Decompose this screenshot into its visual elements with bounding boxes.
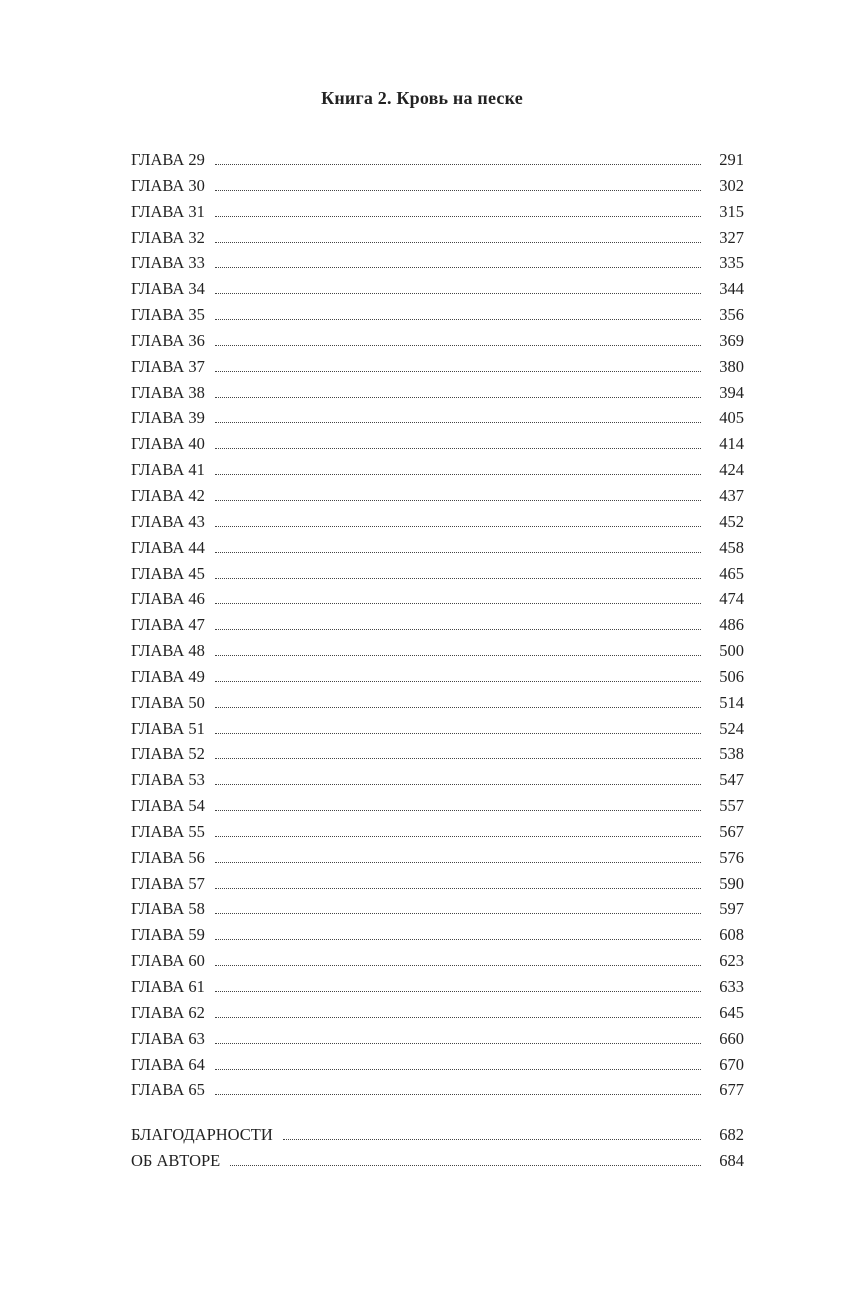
dot-leader	[215, 635, 701, 656]
toc-entry-label: ГЛАВА 48	[131, 641, 205, 661]
toc-page-number: 405	[719, 408, 744, 428]
toc-entry-label: ГЛАВА 53	[131, 770, 205, 790]
toc-chapter-entry[interactable]	[131, 713, 744, 739]
toc-entry-label: ГЛАВА 58	[131, 899, 205, 919]
dot-leader	[215, 1074, 701, 1095]
dot-leader	[215, 144, 701, 165]
dot-leader	[283, 1119, 701, 1140]
toc-page-number: 524	[719, 718, 744, 738]
toc-entry-label: ГЛАВА 50	[131, 692, 205, 712]
toc-entry-label: ГЛАВА 59	[131, 925, 205, 945]
chapter-list	[131, 144, 744, 1100]
toc-entry-label: ГЛАВА 33	[131, 253, 205, 273]
toc-entry-label: ГЛАВА 52	[131, 744, 205, 764]
toc-page-number: 557	[719, 796, 744, 816]
dot-leader	[215, 506, 701, 527]
dot-leader	[215, 532, 701, 553]
toc-back-matter-entry[interactable]	[131, 1145, 744, 1171]
toc-chapter-entry[interactable]	[131, 842, 744, 868]
toc-entry-label: ГЛАВА 40	[131, 434, 205, 454]
toc-page-number: 356	[719, 305, 744, 325]
toc-entry-label: ГЛАВА 31	[131, 201, 205, 221]
toc-page-number: 380	[719, 356, 744, 376]
toc-chapter-entry[interactable]	[131, 661, 744, 687]
dot-leader	[215, 325, 701, 346]
dot-leader	[215, 842, 701, 863]
toc-chapter-entry[interactable]	[131, 997, 744, 1023]
toc-chapter-entry[interactable]	[131, 971, 744, 997]
toc-page-number: 424	[719, 460, 744, 480]
toc-page-number: 684	[719, 1150, 744, 1170]
dot-leader	[215, 893, 701, 914]
toc-chapter-entry[interactable]	[131, 790, 744, 816]
toc-entry-label: ГЛАВА 55	[131, 821, 205, 841]
toc-chapter-entry[interactable]	[131, 893, 744, 919]
toc-entry-label: БЛАГОДАРНОСТИ	[131, 1125, 273, 1144]
toc-page-number: 291	[719, 150, 744, 169]
toc-entry-label: ГЛАВА 37	[131, 356, 205, 376]
toc-chapter-entry[interactable]	[131, 170, 744, 196]
toc-entry-label: ГЛАВА 34	[131, 279, 205, 299]
toc-entry-label: ОБ АВТОРЕ	[131, 1150, 221, 1170]
toc-back-matter-entry[interactable]	[131, 1119, 744, 1145]
toc-page-number: 458	[719, 537, 744, 557]
toc-chapter-entry[interactable]	[131, 299, 744, 325]
dot-leader	[230, 1145, 701, 1166]
toc-page-number: 394	[719, 382, 744, 402]
toc-chapter-entry[interactable]	[131, 816, 744, 842]
toc-page-number: 506	[719, 666, 744, 686]
toc-entry-label: ГЛАВА 36	[131, 330, 205, 350]
toc-page-number: 465	[719, 563, 744, 583]
toc-page-number: 567	[719, 821, 744, 841]
toc-entry-label: ГЛАВА 44	[131, 537, 205, 557]
toc-chapter-entry[interactable]	[131, 480, 744, 506]
toc-chapter-entry[interactable]	[131, 945, 744, 971]
toc-page-number: 335	[719, 253, 744, 273]
toc-entry-label: ГЛАВА 60	[131, 951, 205, 971]
toc-page-number: 500	[719, 641, 744, 661]
dot-leader	[215, 402, 701, 423]
dot-leader	[215, 764, 701, 785]
toc-chapter-entry[interactable]	[131, 1074, 744, 1100]
toc-page-number: 597	[719, 899, 744, 919]
dot-leader	[215, 790, 701, 811]
toc-page-number: 452	[719, 511, 744, 531]
dot-leader	[215, 351, 701, 372]
toc-entry-label: ГЛАВА 35	[131, 305, 205, 325]
toc-chapter-entry[interactable]	[131, 919, 744, 945]
dot-leader	[215, 1023, 701, 1044]
toc-entry-label: ГЛАВА 38	[131, 382, 205, 402]
toc-entry-label: ГЛАВА 57	[131, 873, 205, 893]
toc-chapter-entry[interactable]	[131, 454, 744, 480]
dot-leader	[215, 661, 701, 682]
toc-page-number: 369	[719, 330, 744, 350]
toc-page-number: 414	[719, 434, 744, 454]
toc-page-number: 645	[719, 1002, 744, 1022]
toc-chapter-entry[interactable]	[131, 273, 744, 299]
dot-leader	[215, 713, 701, 734]
toc-page-number: 514	[719, 692, 744, 712]
dot-leader	[215, 196, 701, 217]
dot-leader	[215, 738, 701, 759]
toc-entry-label: ГЛАВА 29	[131, 150, 205, 169]
dot-leader	[215, 247, 701, 268]
dot-leader	[215, 273, 701, 294]
toc-entry-label: ГЛАВА 51	[131, 718, 205, 738]
toc-page-number: 344	[719, 279, 744, 299]
toc-entry-label: ГЛАВА 54	[131, 796, 205, 816]
toc-entry-label: ГЛАВА 49	[131, 666, 205, 686]
dot-leader	[215, 945, 701, 966]
toc-chapter-entry[interactable]	[131, 635, 744, 661]
toc-page-number: 633	[719, 977, 744, 996]
toc-entry-label: ГЛАВА 46	[131, 589, 205, 609]
toc-page-number: 576	[719, 847, 744, 867]
toc-page-number: 327	[719, 227, 744, 247]
toc-chapter-entry[interactable]	[131, 428, 744, 454]
toc-chapter-entry[interactable]	[131, 1023, 744, 1049]
toc-entry-label: ГЛАВА 42	[131, 485, 205, 505]
toc-chapter-entry[interactable]	[131, 144, 744, 170]
toc-page-number: 538	[719, 744, 744, 764]
dot-leader	[215, 170, 701, 191]
toc-page-number: 302	[719, 175, 744, 195]
dot-leader	[215, 480, 701, 501]
toc-chapter-entry[interactable]	[131, 222, 744, 248]
dot-leader	[215, 687, 701, 708]
toc-entry-label: ГЛАВА 64	[131, 1054, 205, 1074]
dot-leader	[215, 997, 701, 1018]
toc-page-number: 547	[719, 770, 744, 790]
toc-entry-label: ГЛАВА 32	[131, 227, 205, 247]
toc-chapter-entry[interactable]	[131, 609, 744, 635]
toc-page-number: 623	[719, 951, 744, 971]
toc-entry-label: ГЛАВА 56	[131, 847, 205, 867]
back-matter-list	[131, 1119, 744, 1171]
toc-entry-label: ГЛАВА 45	[131, 563, 205, 583]
dot-leader	[215, 583, 701, 604]
toc-page-number: 677	[719, 1080, 744, 1100]
toc-page-number: 682	[719, 1125, 744, 1144]
toc-entry-label: ГЛАВА 65	[131, 1080, 205, 1100]
toc-page-number: 474	[719, 589, 744, 609]
toc-chapter-entry[interactable]	[131, 506, 744, 532]
dot-leader	[215, 377, 701, 398]
toc-chapter-entry[interactable]	[131, 377, 744, 403]
toc-chapter-entry[interactable]	[131, 247, 744, 273]
toc-chapter-entry[interactable]	[131, 583, 744, 609]
toc-entry-label: ГЛАВА 63	[131, 1028, 205, 1048]
dot-leader	[215, 454, 701, 475]
toc-page-number: 315	[719, 201, 744, 221]
toc-page-number: 608	[719, 925, 744, 945]
toc-entry-label: ГЛАВА 61	[131, 977, 205, 996]
dot-leader	[215, 1049, 701, 1070]
toc-chapter-entry[interactable]	[131, 1049, 744, 1075]
toc-page-number: 486	[719, 615, 744, 635]
dot-leader	[215, 428, 701, 449]
toc-page-number: 437	[719, 485, 744, 505]
toc-chapter-entry[interactable]	[131, 687, 744, 713]
toc-entry-label: ГЛАВА 47	[131, 615, 205, 635]
toc-chapter-entry[interactable]	[131, 196, 744, 222]
dot-leader	[215, 816, 701, 837]
dot-leader	[215, 971, 701, 992]
toc-chapter-entry[interactable]	[131, 532, 744, 558]
dot-leader	[215, 919, 701, 940]
toc-page-number: 670	[719, 1054, 744, 1074]
toc-chapter-entry[interactable]	[131, 738, 744, 764]
toc-entry-label: ГЛАВА 30	[131, 175, 205, 195]
dot-leader	[215, 558, 701, 579]
toc-chapter-entry[interactable]	[131, 325, 744, 351]
toc-entry-label: ГЛАВА 43	[131, 511, 205, 531]
dot-leader	[215, 609, 701, 630]
toc-chapter-entry[interactable]	[131, 558, 744, 584]
toc-chapter-entry[interactable]	[131, 402, 744, 428]
toc-chapter-entry[interactable]	[131, 351, 744, 377]
toc-chapter-entry[interactable]	[131, 868, 744, 894]
book-title: Книга 2. Кровь на песке	[321, 88, 523, 108]
dot-leader	[215, 299, 701, 320]
dot-leader	[215, 222, 701, 243]
dot-leader	[215, 868, 701, 889]
toc-entry-label: ГЛАВА 41	[131, 460, 205, 480]
toc-entry-label: ГЛАВА 62	[131, 1002, 205, 1022]
toc-entry-label: ГЛАВА 39	[131, 408, 205, 428]
toc-chapter-entry[interactable]	[131, 764, 744, 790]
toc-page-number: 590	[719, 873, 744, 893]
toc-page-number: 660	[719, 1028, 744, 1048]
